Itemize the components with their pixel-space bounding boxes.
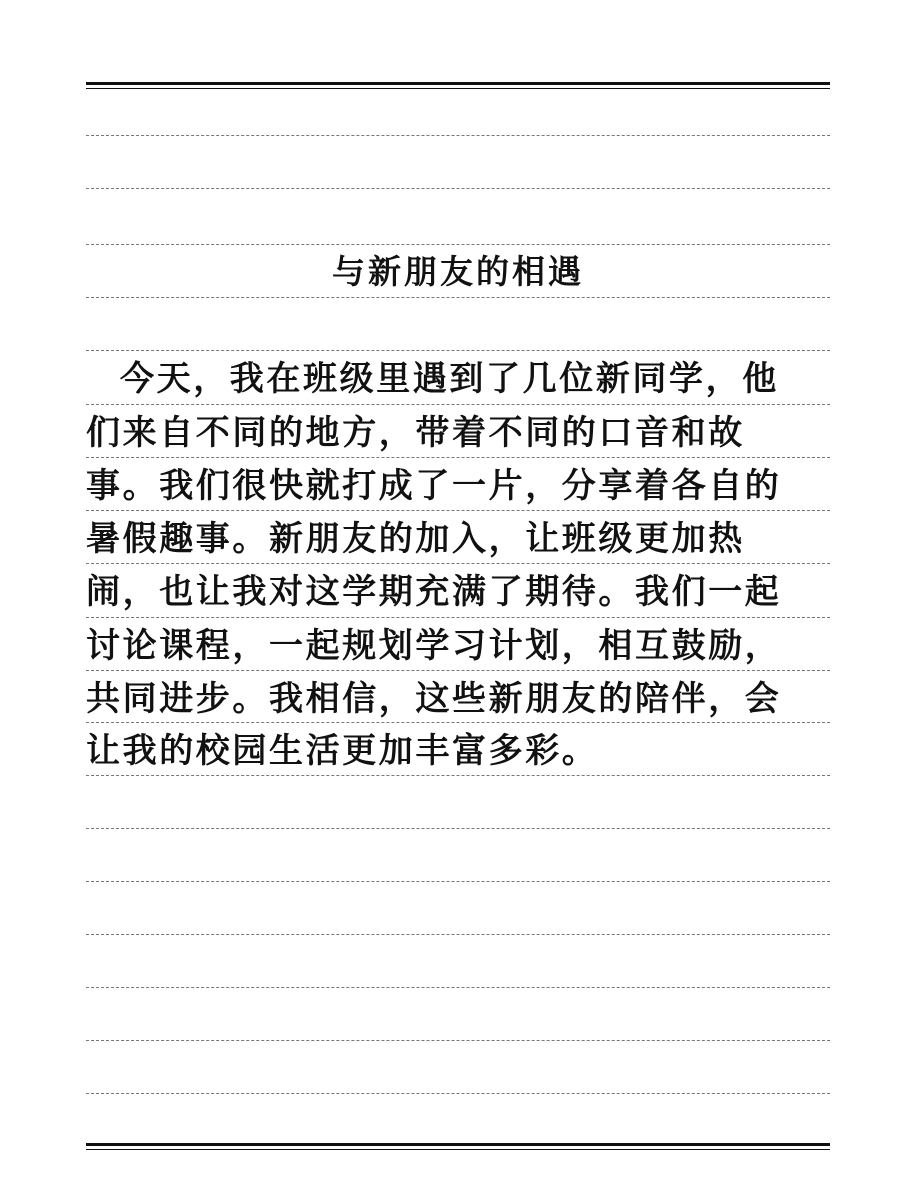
essay-line-3: 事。我们很快就打成了一片，分享着各自的 <box>86 466 782 506</box>
essay-title: 与新朋友的相遇 <box>332 252 584 291</box>
ruled-line <box>86 244 830 245</box>
ruled-line <box>86 135 830 136</box>
ruled-line <box>86 987 830 988</box>
ruled-line <box>86 350 830 351</box>
essay-line-6: 讨论课程，一起规划学习计划，相互鼓励， <box>86 626 782 666</box>
ruled-line <box>86 934 830 935</box>
essay-line-4: 暑假趣事。新朋友的加入，让班级更加热 <box>86 519 745 559</box>
essay-line-7: 共同进步。我相信，这些新朋友的陪伴，会 <box>86 679 782 719</box>
essay-line-5: 闹，也让我对这学期充满了期待。我们一起 <box>86 572 782 612</box>
essay-line-8: 让我的校园生活更加丰富多彩。 <box>86 731 599 771</box>
ruled-line <box>86 1093 830 1094</box>
ruled-line <box>86 881 830 882</box>
top-double-rule <box>86 82 830 89</box>
ruled-line <box>86 1040 830 1041</box>
ruled-line <box>86 297 830 298</box>
ruled-line <box>86 828 830 829</box>
essay-line-1: 今天，我在班级里遇到了几位新同学，他 <box>120 359 779 399</box>
ruled-line <box>86 188 830 189</box>
bottom-double-rule <box>86 1143 830 1150</box>
essay-line-2: 们来自不同的地方，带着不同的口音和故 <box>86 413 745 453</box>
